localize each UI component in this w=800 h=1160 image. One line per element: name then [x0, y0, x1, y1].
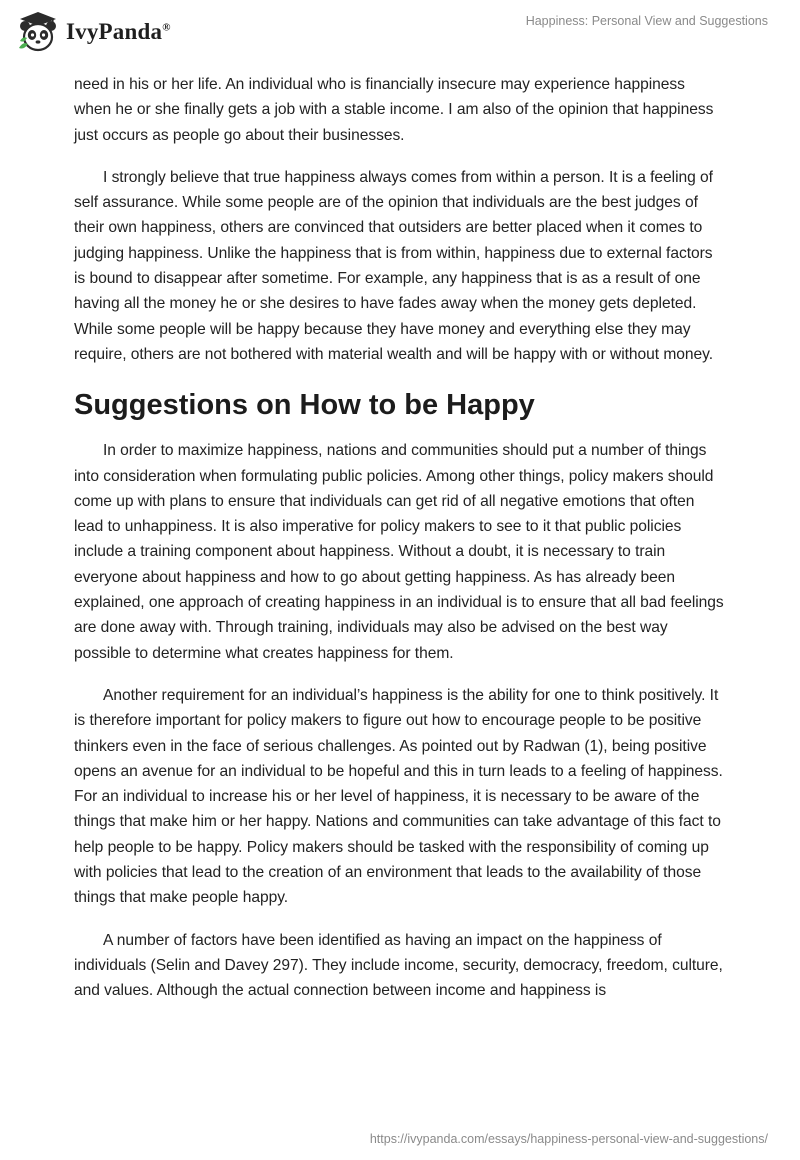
brand-name: IvyPanda®	[66, 19, 171, 44]
article-body	[74, 72, 726, 1021]
paragraph: I strongly believe that true happiness always comes from within a person. It is a feeling of self assurance. While some people are of the opinion that individuals are the best judges of their own happiness, others are convinced that outsiders are better placed when it comes to judging happiness. Unlike the happiness that is from within, happiness due to external factors is bound to disappear after sometime. For example, any happiness that is as a result of one having all the money he or she desires to have fades away when the money gets depleted. While some people will be happy because they have money and everything else they may require, others are not bothered with material wealth and will be happy with or without money.	[74, 168, 714, 363]
paragraph: A number of factors have been identified as having an impact on the happiness of individuals (Selin and Davey 297). They include income, security, democracy, freedom, culture, and values. Although the actual connection between income and happiness is	[74, 931, 723, 1000]
page-header	[0, 0, 800, 72]
panda-logo-icon	[16, 10, 60, 54]
document-title: Happiness: Personal View and Suggestions	[525, 14, 768, 28]
ivypanda-logo[interactable]	[16, 10, 171, 54]
registered-mark: ®	[162, 21, 171, 34]
paragraph: In order to maximize happiness, nations and communities should put a number of things into consideration when formulating public policies. Among other things, policy makers should come up with plans to ensure that individuals can get rid of all negative emotions that often lead to unhappiness. It is also imperative for policy makers to see to it that public policies include a training component about happiness. Without a doubt, it is necessary to train everyone about happiness and how to go about getting happiness. As has already been explained, one approach of creating happiness in an individual is to ensure that all bad feelings are done away with. Through training, individuals may also be advised on the best way possible to determine what creates happiness for them.	[74, 442, 724, 662]
paragraph: need in his or her life. An individual who is financially insecure may experience happiness when he or she finally gets a job with a stable income. I am also of the opinion that happiness just occurs as people go about their businesses.	[74, 76, 714, 144]
source-url[interactable]: https://ivypanda.com/essays/happiness-personal-view-and-suggestions/	[369, 1132, 768, 1146]
section-heading: Suggestions on How to be Happy	[74, 389, 535, 422]
paragraph: Another requirement for an individual’s happiness is the ability for one to think positively. It is therefore important for policy makers to figure out how to encourage people to be positive thinkers even in the face of serious challenges. As pointed out by Radwan (1), being positive opens an avenue for an individual to be hopeful and this in turn leads to a feeling of happiness. For an individual to increase his or her level of happiness, it is necessary to be aware of the things that make him or her happy. Nations and communities can take advantage of this fact to help people to be happy. Policy makers should be tasked with the responsibility of coming up with policies that lead to the creation of an environment that leads to the availability of those things that make people happy.	[74, 686, 723, 907]
